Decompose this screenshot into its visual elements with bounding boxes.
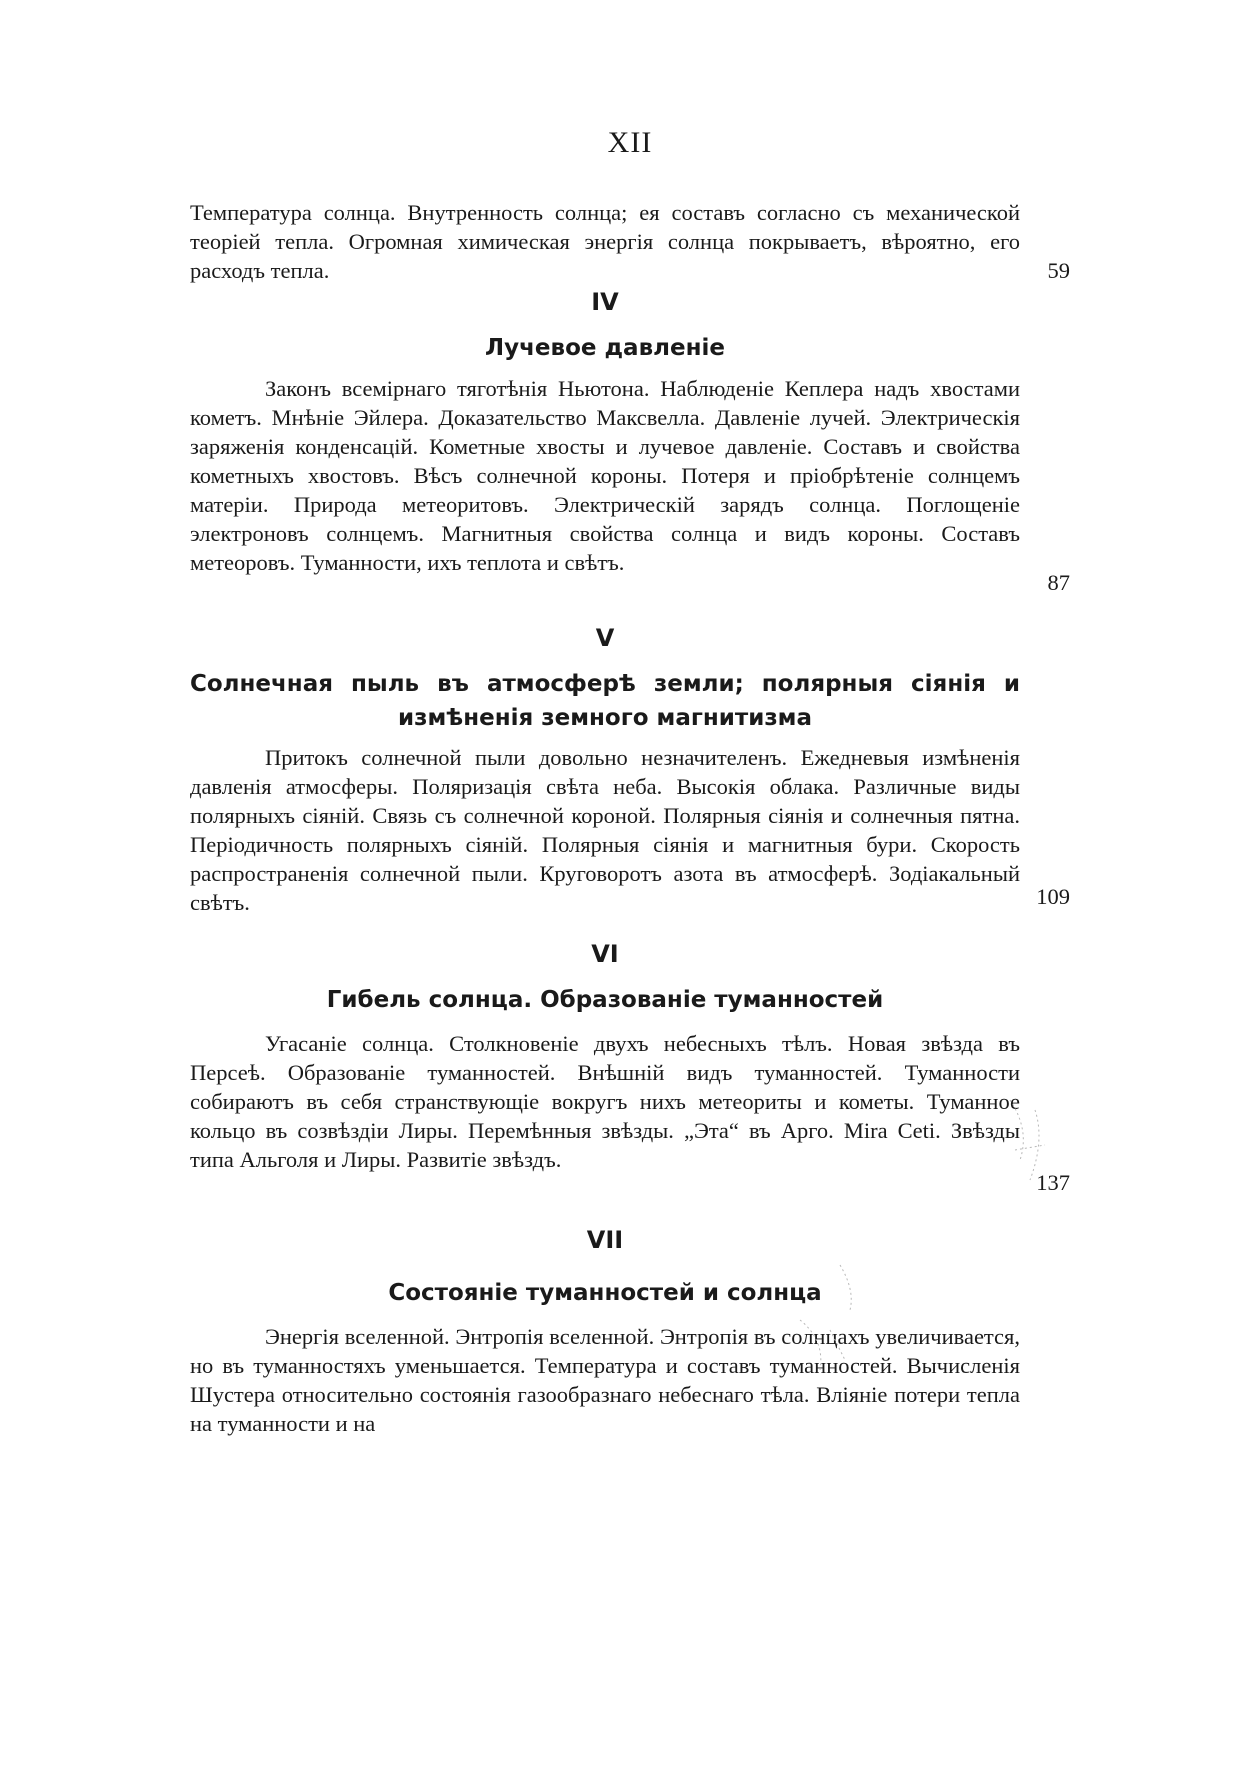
page-number: XII	[607, 126, 653, 159]
chapter-summary: Законъ всемірнаго тяготѣнія Ньютона. Наблюденіе Кеплера надъ хвостами кометъ. Мнѣніе Эйлера. Доказательство Максвелла. Давленіе лучей. Электрическія заряженія конденсацій. Кометные хвосты и лучевое давленіе. Составъ и свойства кометныхъ хвостовъ. Вѣсъ солнечной короны. Потеря и пріобрѣтеніе солнцемъ матеріи. Природа метеоритовъ. Электрическій зарядъ солнца. Поглощеніе электроновъ солнцемъ. Магнитныя свойства солнца и видъ короны. Составъ метеоровъ. Туманности, ихъ теплота и свѣтъ.	[190, 376, 1020, 575]
chapter-numeral: VI	[591, 940, 619, 968]
page-reference: 109	[1036, 884, 1070, 909]
page-reference: 137	[1036, 1170, 1070, 1195]
toc-entry-chapter-7	[190, 1322, 1070, 1438]
page-reference: 87	[1047, 570, 1070, 595]
toc-entry-chapter-5	[190, 743, 1070, 917]
chapter-title: Лучевое давленіе	[485, 335, 725, 361]
toc-entry-chapter-3-continuation	[190, 198, 1070, 285]
chapter-summary: Угасаніе солнца. Столкновеніе двухъ небесныхъ тѣлъ. Новая звѣзда въ Персеѣ. Образованіе туманностей. Внѣшній видъ туманностей. Туманности собираютъ въ себя странствующіе вокругъ нихъ метеориты и кометы. Туманное кольцо въ созвѣздіи Лиры. Перемѣнныя звѣзды. „Эта“ въ Арго. Mira Ceti. Звѣзды типа Альголя и Лиры. Развитіе звѣздъ.	[190, 1031, 1020, 1172]
chapter-summary: Притокъ солнечной пыли довольно незначителенъ. Ежедневыя измѣненія давленія атмосферы. Поляризація свѣта неба. Высокія облака. Различные виды полярныхъ сіяній. Связь съ солнечной короной. Полярныя сіянія и солнечныя пятна. Періодичность полярныхъ сіяній. Полярныя сіянія и магнитныя бури. Скорость распространенія солнечной пыли. Круговоротъ азота въ атмосферѣ. Зодіакальный свѣтъ.	[190, 745, 1020, 915]
chapter-title: Солнечная пыль въ атмосферѣ земли; полярныя сіянія и измѣненія земного магнитизма	[190, 671, 1020, 731]
book-page	[190, 0, 1070, 1786]
chapter-title: Гибель солнца. Образованіе туманностей	[326, 987, 884, 1013]
page-reference: 59	[1047, 258, 1070, 283]
chapter-numeral: VII	[586, 1226, 624, 1254]
toc-entry-chapter-4	[190, 374, 1070, 595]
chapter-summary: Энергія вселенной. Энтропія вселенной. Энтропія въ солнцахъ увеличивается, но въ туманностяхъ уменьшается. Температура и составъ туманностей. Вычисленія Шустера относительно состоянія газообразнаго небеснаго тѣла. Вліяніе потери тепла на туманности и на	[190, 1324, 1020, 1436]
chapter-title: Состояніе туманностей и солнца	[388, 1280, 822, 1306]
chapter-summary: Температура солнца. Внутренность солнца; ея составъ согласно съ механической теоріей тепла. Огромная химическая энергія солнца покрываетъ, вѣроятно, его расходъ тепла.	[190, 200, 1020, 283]
toc-entry-chapter-6	[190, 1029, 1070, 1195]
chapter-numeral: IV	[591, 288, 619, 316]
chapter-numeral: V	[595, 624, 615, 652]
